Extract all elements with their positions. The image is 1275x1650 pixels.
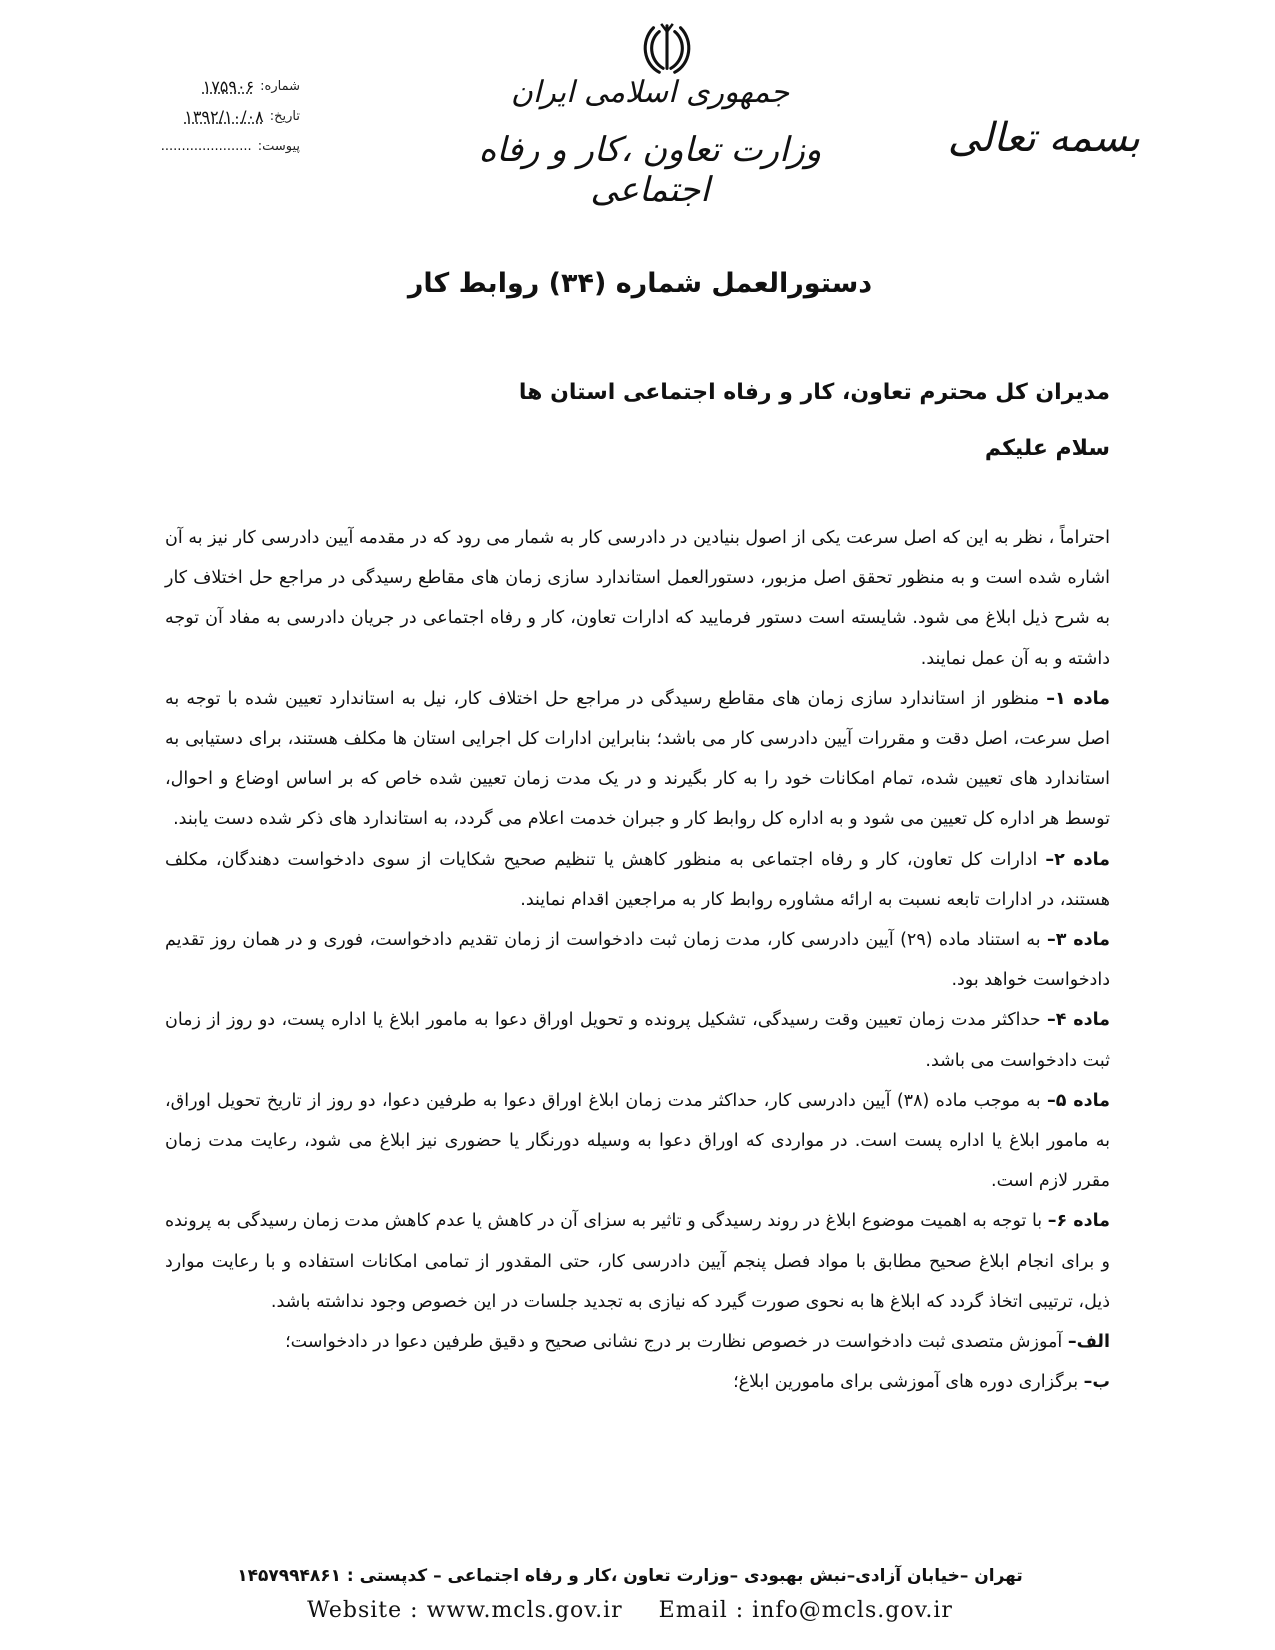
article-paragraph <box>165 679 1110 840</box>
number-value: ۱۷۵۹۰۶ <box>202 77 255 96</box>
article-text: به استناد ماده (۲۹) آیین دادرسی کار، مدت زمان ثبت دادخواست از زمان تقدیم دادخواست، فوری و در همان روز تقدیم دادخواست خواهد بود. <box>165 930 1110 991</box>
article-text: ادارات کل تعاون، کار و رفاه اجتماعی به منظور کاهش یا تنظیم صحیح شکایات از سوی دادخواست دهندگان، مکلف هستند، در ادارات تابعه نسبت به ارائه مشاوره روابط کار به مراجعین اقدام نمایند. <box>165 849 1110 910</box>
bismillah-heading: بسمه تعالی <box>947 115 1140 161</box>
meta-attachment-row <box>130 132 300 162</box>
date-label: تاریخ: <box>269 109 300 124</box>
article-label: ماده ۳– <box>1046 930 1110 951</box>
article-text: به موجب ماده (۳۸) آیین دادرسی کار، حداکثر مدت زمان ابلاغ اوراق دعوا به طرفین دعوا، دو روز از تاریخ تحویل اوراق، به مامور ابلاغ یا اداره پست است. در مواردی که اوراق دعوا به وسیله دورنگار یا حضوری نیز ابلاغ می شود، رعایت مدت زمان مقرر لازم است. <box>165 1090 1110 1192</box>
date-value: ۱۳۹۲/۱۰/۰۸ <box>184 107 264 126</box>
article-text: با توجه به اهمیت موضوع ابلاغ در روند رسیدگی و تاثیر به سزای آن در کاهش یا عدم کاهش مدت زمان رسیدگی به پرونده و برای انجام ابلاغ صحیح مطابق با مواد فصل پنجم آیین دادرسی کار، حتی المقدور از تمامی امکانات استفاده و با رعایت موارد ذیل، ترتیبی اتخاذ گردد که ابلاغ ها به نحوی صورت گیرد که نیازی به تجدید جلسات در این خصوص وجود نداشته باشد. <box>165 1211 1110 1312</box>
article-label: ماده ۴– <box>1046 1010 1111 1031</box>
clause-text: برگزاری دوره های آموزشی برای مامورین ابلاغ؛ <box>733 1372 1084 1393</box>
footer-contact <box>150 1598 1110 1623</box>
republic-name: جمهوری اسلامی ایران <box>510 75 790 110</box>
article-label: ماده ۵– <box>1046 1090 1111 1111</box>
letter-body <box>165 518 1110 1402</box>
meta-date-row <box>130 102 300 132</box>
ministry-name: وزارت تعاون ،کار و رفاه اجتماعی <box>478 130 822 210</box>
article-label: ماده ۱– <box>1046 688 1110 709</box>
article-paragraph <box>165 920 1110 1000</box>
footer-address: تهران –خیابان آزادی–نبش بهبودی –وزارت تعاون ،کار و رفاه اجتماعی – کدپستی : ۱۴۵۷۹۹۴۸۶۱ <box>237 1566 1023 1586</box>
clause-paragraph <box>165 1322 1110 1362</box>
clause-text: آموزش متصدی ثبت دادخواست در خصوص نظارت بر درج نشانی صحیح و دقیق طرفین دعوا در دادخواست؛ <box>285 1332 1068 1353</box>
article-label: ماده ۲– <box>1045 849 1110 870</box>
article-paragraph <box>165 1201 1110 1322</box>
article-text: حداکثر مدت زمان تعیین وقت رسیدگی، تشکیل پرونده و تحویل اوراق دعوا به مامور ابلاغ یا اداره پست، دو روز از زمان ثبت دادخواست می باشد. <box>165 1010 1110 1071</box>
addressee: مدیران کل محترم تعاون، کار و رفاه اجتماعی استان ها <box>518 380 1110 405</box>
letter-meta <box>130 72 300 162</box>
document-title: دستورالعمل شماره (۳۴) روابط کار <box>407 268 873 299</box>
attachment-value: ...................... <box>160 139 252 154</box>
article-paragraph <box>165 1000 1110 1080</box>
intro-paragraph: احتراماً ، نظر به این که اصل سرعت یکی از اصول بنیادین در دادرسی کار به شمار می رود که در مقدمه آیین دادرسی کار نیز به آن اشاره شده است و به منظور تحقق اصل مزبور، دستورالعمل استاندارد سازی زمان های مقاطع رسیدگی در مراجع حل اختلاف کار به شرح ذیل ابلاغ می شود. شایسته است دستور فرمایید که ادارات تعاون، کار و رفاه اجتماعی در جریان دادرسی به مفاد آن توجه داشته و به آن عمل نمایند. <box>165 528 1110 669</box>
article-paragraph <box>165 840 1110 920</box>
footer-email: Email : info@mcls.gov.ir <box>658 1598 953 1623</box>
meta-number-row <box>130 72 300 102</box>
clause-label: ب– <box>1083 1372 1110 1393</box>
article-text: منظور از استاندارد سازی زمان های مقاطع رسیدگی در مراجع حل اختلاف کار، نیل به استاندارد تعیین شده با توجه به اصل سرعت، اصل دقت و مقررات آیین دادرسی کار می باشد؛ بنابراین ادارات کل اجرایی استان ها مکلف هستند، برای دستیابی به استاندارد های تعیین شده، تمام امکانات خود را به کار بگیرند و در یک مدت زمان تعیین شده خاص که بر اساس اوضاع و احوال، توسط هر اداره کل تعیین می شود و به اداره کل روابط کار و جبران خدمت اعلام می گردد، به استاندارد های ذکر شده دست یابند. <box>165 688 1110 830</box>
greeting: سلام علیکم <box>984 436 1110 461</box>
iran-emblem-icon <box>638 20 696 78</box>
footer-website: Website : www.mcls.gov.ir <box>307 1598 623 1623</box>
article-paragraph <box>165 1081 1110 1202</box>
attachment-label: پیوست: <box>257 139 300 154</box>
article-label: ماده ۶– <box>1047 1211 1110 1232</box>
clause-label: الف– <box>1067 1332 1110 1353</box>
clause-paragraph <box>165 1362 1110 1402</box>
number-label: شماره: <box>260 79 300 94</box>
